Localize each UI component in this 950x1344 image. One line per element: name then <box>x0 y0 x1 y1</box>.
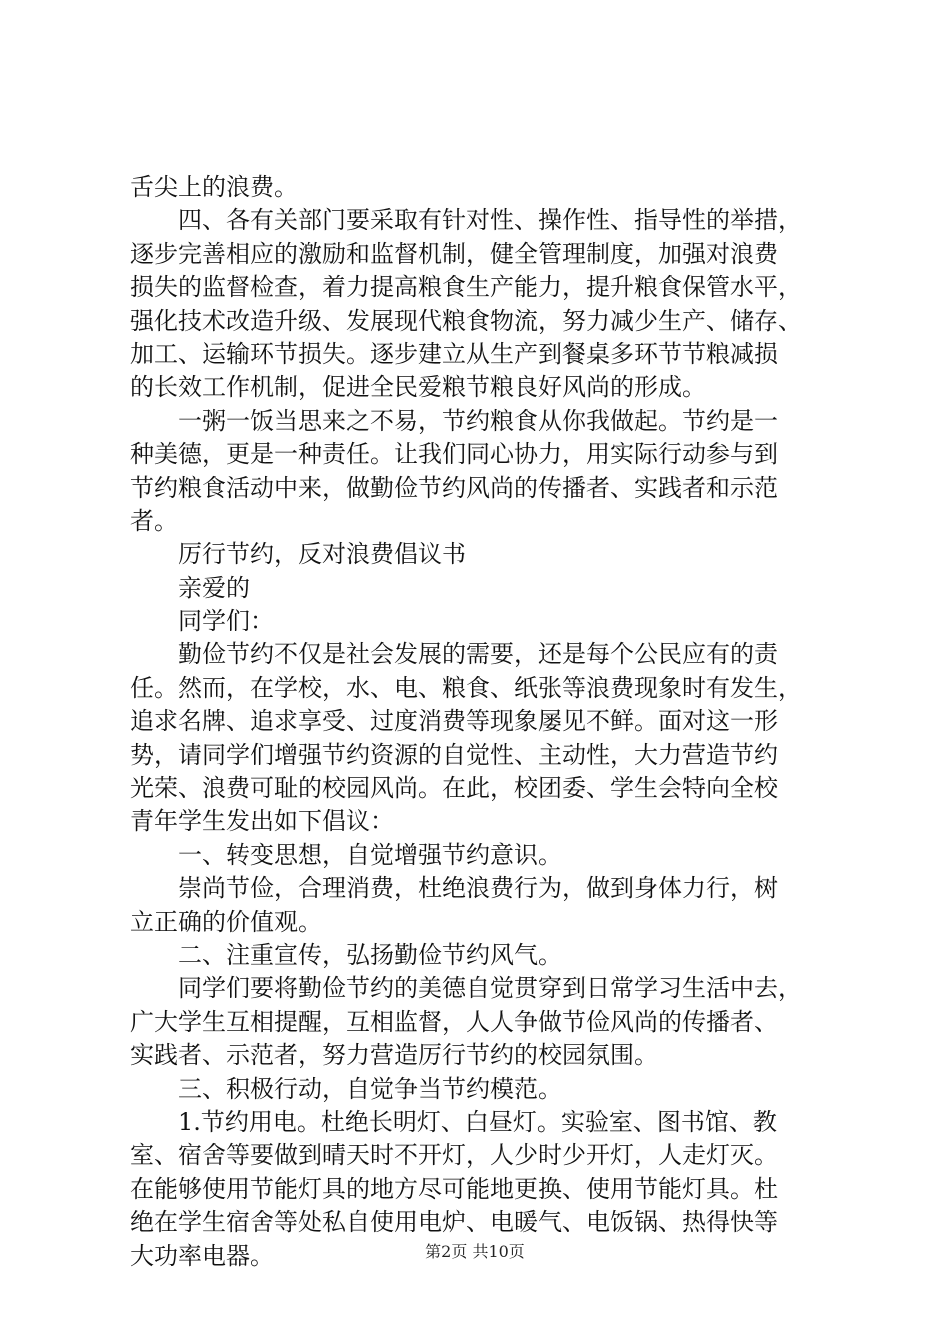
text-line: 逐步完善相应的激励和监督机制，健全管理制度，加强对浪费 <box>130 239 778 268</box>
text-line: 任。然而，在学校，水、电、粮食、纸张等浪费现象时有发生， <box>130 673 802 702</box>
text-line: 实践者、示范者，努力营造厉行节约的校园氛围。 <box>130 1041 658 1070</box>
text-line: 崇尚节俭，合理消费，杜绝浪费行为，做到身体力行，树 <box>178 874 778 903</box>
text-line: 同学们要将勤俭节约的美德自觉贯穿到日常学习生活中去， <box>178 974 802 1003</box>
text-line: 一粥一饭当思来之不易，节约粮食从你我做起。节约是一 <box>178 406 778 435</box>
text-line: 一、转变思想，自觉增强节约意识。 <box>178 840 562 869</box>
text-line: 大功率电器。 <box>130 1241 274 1270</box>
text-line: 二、注重宣传，弘扬勤俭节约风气。 <box>178 940 562 969</box>
text-line: 三、积极行动，自觉争当节约模范。 <box>178 1074 562 1103</box>
text-line: 势，请同学们增强节约资源的自觉性、主动性，大力营造节约 <box>130 740 778 769</box>
page-number: 第2页 共10页 <box>425 1242 525 1261</box>
text-line: 四、各有关部门要采取有针对性、操作性、指导性的举措， <box>178 206 802 235</box>
text-line: 损失的监督检查，着力提高粮食生产能力，提升粮食保管水平， <box>130 273 802 302</box>
text-line: 节约粮食活动中来，做勤俭节约风尚的传播者、实践者和示范 <box>130 473 778 502</box>
text-line: 勤俭节约不仅是社会发展的需要，还是每个公民应有的责 <box>178 640 778 669</box>
text-line: 在能够使用节能灯具的地方尽可能地更换、使用节能灯具。杜 <box>130 1174 778 1203</box>
heading-line: 厉行节约，反对浪费倡议书 <box>178 540 466 569</box>
document-body <box>130 171 830 1273</box>
text-line: 强化技术改造升级、发展现代粮食物流，努力减少生产、储存、 <box>130 306 802 335</box>
text-line: 种美德，更是一种责任。让我们同心协力，用实际行动参与到 <box>130 440 778 469</box>
text-line: 追求名牌、追求享受、过度消费等现象屡见不鲜。面对这一形 <box>130 707 778 736</box>
text-line: 绝在学生宿舍等处私自使用电炉、电暖气、电饭锅、热得快等 <box>130 1208 778 1237</box>
text-line: 的长效工作机制，促进全民爱粮节粮良好风尚的形成。 <box>130 373 706 402</box>
text-line: 青年学生发出如下倡议： <box>130 807 394 836</box>
text-line: 光荣、浪费可耻的校园风尚。在此，校团委、学生会特向全校 <box>130 774 778 803</box>
text-line: 1.节约用电。杜绝长明灯、白昼灯。实验室、图书馆、教 <box>178 1107 777 1136</box>
text-line: 广大学生互相提醒，互相监督，人人争做节俭风尚的传播者、 <box>130 1007 778 1036</box>
salutation-line: 亲爱的 <box>178 573 250 602</box>
salutation-line: 同学们： <box>178 607 274 636</box>
text-line: 加工、运输环节损失。逐步建立从生产到餐桌多环节节粮减损 <box>130 339 778 368</box>
text-line: 者。 <box>130 506 178 535</box>
text-line: 立正确的价值观。 <box>130 907 322 936</box>
text-line: 舌尖上的浪费。 <box>130 173 298 201</box>
text-line: 室、宿舍等要做到晴天时不开灯，人少时少开灯，人走灯灭。 <box>130 1141 778 1170</box>
